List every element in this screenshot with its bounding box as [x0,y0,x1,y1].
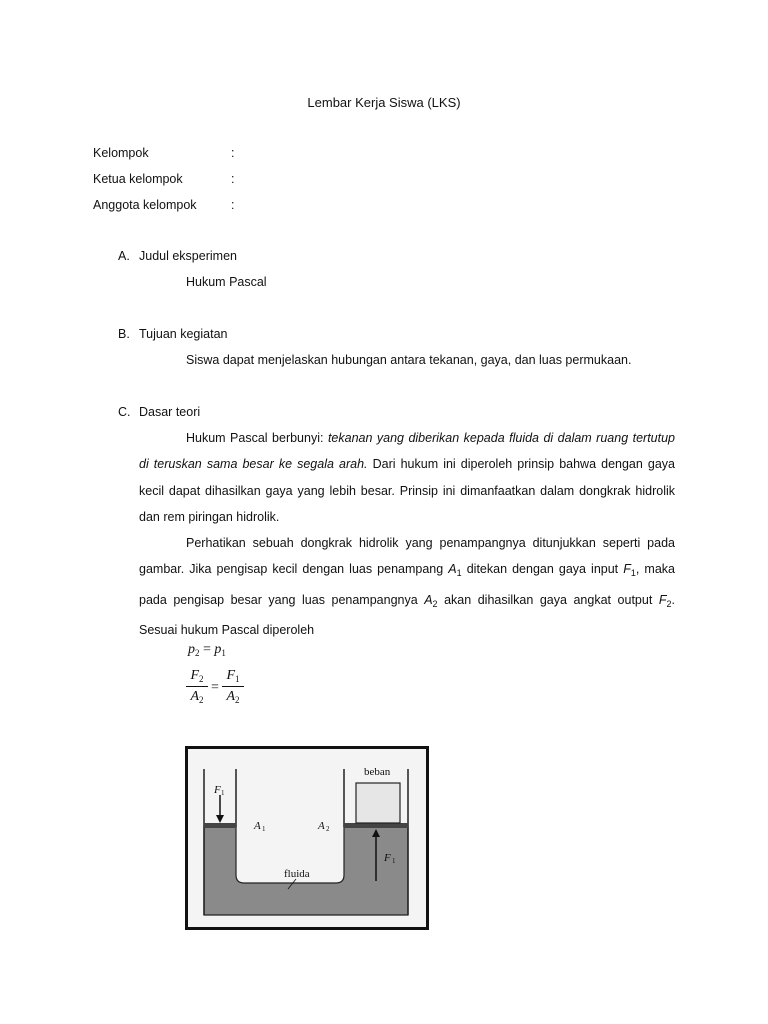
sym-f: F [658,592,667,607]
fraction-right [222,668,244,705]
sub: 1 [221,648,226,658]
fraction-bar [186,686,208,687]
p1-rest: Dari hukum ini diperoleh prinsip bahwa dengan gaya kecil dapat dihasilkan gaya yang lebih besar. Prinsip ini dimanfaatkan dalam dongkrak hidrolik dan rem piringan hidrolik. [139,457,676,525]
sub: 2 [199,674,204,684]
hydraulic-jack-diagram [188,749,426,927]
field-colon: : [231,172,235,186]
sym-a: A [448,562,457,577]
sym-f: F [623,562,631,577]
field-label-anggota: Anggota kelompok [93,198,197,212]
small-piston [204,823,236,828]
fraction-left [186,668,208,705]
p2-a: Perhatikan sebuah dongkrak hidrolik yang penampangnya ditunjukkan seperti pada gambar. Jika pengisap kecil dengan luas penampang [139,536,675,577]
section-c-heading: Dasar teori [139,405,201,419]
section-a-letter: A. [118,249,130,263]
p2-b: ditekan dengan gaya input [466,562,619,577]
field-colon: : [231,198,235,212]
sub: 1 [456,568,462,579]
formula-equals: = [203,642,211,657]
p2-c: , maka pada pengisap besar yang luas penampangnya [139,562,675,607]
field-colon: : [231,146,235,160]
section-b-heading: Tujuan kegiatan [139,327,228,341]
p2-e: . Sesuai hukum Pascal diperoleh [139,592,675,638]
p1-italic: tekanan yang diberikan kepada fluida di dalam ruang tertutup di teruskan sama besar ke segala arah. [139,431,675,472]
section-b-letter: B. [118,327,130,341]
label-a1-sub: 1 [262,825,266,833]
section-a-heading: Judul eksperimen [139,249,237,263]
frac-num: F [190,668,200,683]
hydraulic-jack-figure [185,746,429,930]
frac-num: F [226,668,236,683]
load-box [356,783,400,823]
sub: 2 [195,648,200,658]
sub: 2 [666,598,672,609]
p1-lead: Hukum Pascal berbunyi: [186,431,324,445]
section-b-body: Siswa dapat menjelaskan hubungan antara tekanan, gaya, dan luas permukaan. [186,353,632,367]
label-a1: A [254,820,261,832]
field-label-ketua: Ketua kelompok [93,172,183,186]
label-f-output-sub: 1 [392,857,396,865]
sym-a: A [424,592,433,607]
sub: 1 [630,568,636,579]
page-title: Lembar Kerja Siswa (LKS) [307,95,461,110]
frac-den: A [226,689,236,704]
sub: 1 [235,674,240,684]
label-fluida: fluida [284,868,310,880]
frac-den: A [190,689,200,704]
label-beban: beban [364,766,391,778]
formula-p2: p [188,642,195,657]
label-f1-sub: 1 [221,789,225,797]
sub: 2 [199,695,204,705]
label-a2: A [318,820,325,832]
paragraph-hukum-pascal [139,425,675,531]
label-a2-sub: 2 [326,825,330,833]
section-c-letter: C. [118,405,131,419]
formula-pressure [188,642,226,658]
label-f1: F [214,784,221,796]
section-a-body: Hukum Pascal [186,275,267,289]
field-label-kelompok: Kelompok [93,146,149,160]
formula-p1: p [214,642,222,657]
p2-d: akan dihasilkan gaya angkat output [444,592,653,607]
large-piston [344,823,408,828]
label-f-output: F [384,852,391,864]
paragraph-dongkrak [139,530,675,644]
sub: 2 [432,598,438,609]
sub: 2 [235,695,240,705]
fraction-equals: = [211,680,219,695]
fraction-bar [222,686,244,687]
